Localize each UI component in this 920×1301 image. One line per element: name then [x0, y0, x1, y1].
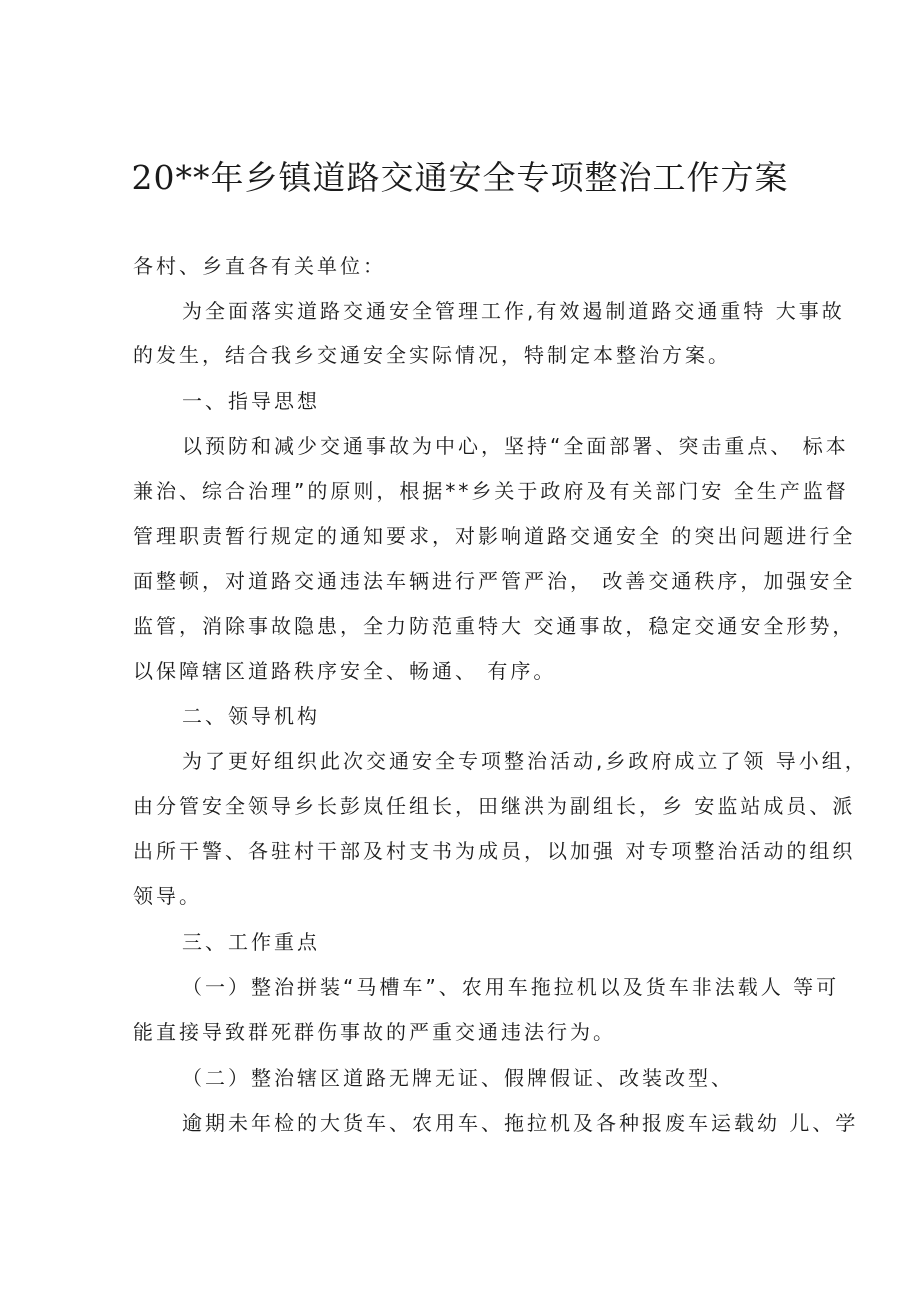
paragraph-line: 面整顿，对道路交通违法车辆进行严管严治， 改善交通秩序，加强安全: [133, 569, 856, 593]
section-heading: 三、工作重点: [182, 930, 320, 954]
salutation: 各村、乡直各有关单位：: [133, 254, 386, 278]
paragraph-line: 以保障辖区道路秩序安全、畅通、 有序。: [133, 659, 557, 683]
paragraph-line: 管理职责暂行规定的通知要求，对影响道路交通安全 的突出问题进行全: [133, 524, 856, 548]
section-heading: 一、指导思想: [182, 389, 320, 413]
paragraph-line: 以预防和减少交通事故为中心，坚持“全面部署、突击重点、 标本: [182, 434, 849, 458]
paragraph-line: 领导。: [133, 884, 202, 908]
paragraph-line: 为全面落实道路交通安全管理工作,有效遏制道路交通重特 大事故: [182, 299, 845, 323]
paragraph-line: （二）整治辖区道路无牌无证、假牌假证、改装改型、: [182, 1066, 734, 1090]
paragraph-line: 兼治、综合治理”的原则，根据**乡关于政府及有关部门安 全生产监督: [133, 479, 849, 503]
paragraph-line: 由分管安全领导乡长彭岚任组长，田继洪为副组长，乡 安监站成员、派: [133, 794, 856, 818]
section-heading: 二、领导机构: [182, 704, 320, 728]
paragraph-line: 的发生，结合我乡交通安全实际情况，特制定本整治方案。: [133, 343, 731, 367]
paragraph-line: （一）整治拼装“马槽车”、农用车拖拉机以及货车非法载人 等可: [182, 975, 840, 999]
paragraph-line: 出所干警、各驻村干部及村支书为成员，以加强 对专项整治活动的组织: [133, 839, 856, 863]
document-title: 20**年乡镇道路交通安全专项整治工作方案: [131, 158, 789, 197]
paragraph-line: 能直接导致群死群伤事故的严重交通违法行为。: [133, 1020, 616, 1044]
paragraph-line: 监管，消除事故隐患，全力防范重特大 交通事故，稳定交通安全形势，: [133, 614, 856, 638]
paragraph-line: 为了更好组织此次交通安全专项整治活动,乡政府成立了领 导小组，: [182, 749, 868, 773]
paragraph-line: 逾期未年检的大货车、农用车、拖拉机及各种报废车运载幼 儿、学: [182, 1111, 859, 1135]
